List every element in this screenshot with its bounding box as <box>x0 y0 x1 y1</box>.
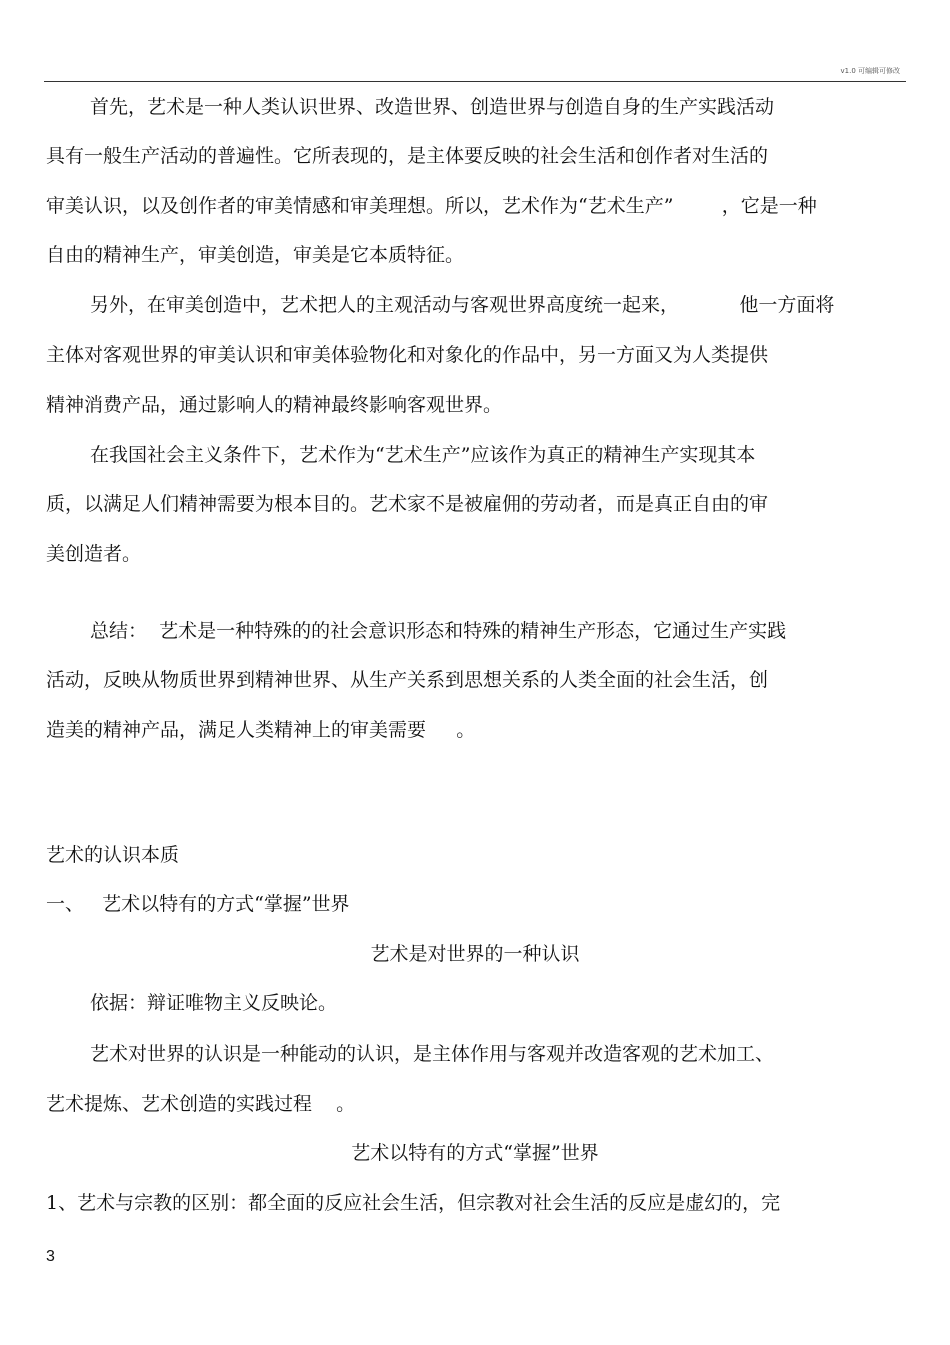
section-heading: 艺术的认识本质 <box>46 844 180 866</box>
text-line: 质，以满足人们精神需要为根本目的。艺术家不是被雇佣的劳动者，而是真正自由的审 <box>46 493 769 515</box>
header-rule <box>44 81 906 82</box>
text-line: 总结： 艺术是一种特殊的的社会意识形态和特殊的精神生产形态，它通过生产实践 <box>90 620 787 642</box>
text-line: 主体对客观世界的审美认识和审美体验物化和对象化的作品中，另一方面又为人类提供 <box>46 344 769 366</box>
centered-heading: 艺术以特有的方式“掌握”世界 <box>351 1142 599 1164</box>
text-line: 自由的精神生产，审美创造，审美是它本质特征。 <box>46 244 465 266</box>
text-line: 具有一般生产活动的普遍性。它所表现的，是主体要反映的社会生活和创作者对生活的 <box>46 145 769 167</box>
text-line: 1、艺术与宗教的区别：都全面的反应社会生活，但宗教对社会生活的反应是虚幻的，完 <box>46 1192 781 1214</box>
page-number: 3 <box>46 1248 55 1265</box>
text-line: 活动，反映从物质世界到精神世界、从生产关系到思想关系的人类全面的社会生活，创 <box>46 669 769 691</box>
version-note: v1.0 可编辑可修改 <box>840 67 900 75</box>
text-line: 美创造者。 <box>46 543 142 565</box>
text-line: 审美认识，以及创作者的审美情感和审美理想。所以，艺术作为“艺术生产” ，它是一种 <box>46 195 817 217</box>
text-line: 首先，艺术是一种人类认识世界、改造世界、创造世界与创造自身的生产实践活动 <box>90 96 775 118</box>
text-line: 精神消费产品，通过影响人的精神最终影响客观世界。 <box>46 394 503 416</box>
text-line: 艺术对世界的认识是一种能动的认识，是主体作用与客观并改造客观的艺术加工、 <box>90 1043 775 1065</box>
text-line: 艺术提炼、艺术创造的实践过程 。 <box>46 1093 356 1115</box>
text-line: 在我国社会主义条件下，艺术作为“艺术生产”应该作为真正的精神生产实现其本 <box>90 444 756 466</box>
text-line: 造美的精神产品，满足人类精神上的审美需要 。 <box>46 719 476 741</box>
text-line: 依据：辩证唯物主义反映论。 <box>90 992 338 1014</box>
centered-heading: 艺术是对世界的一种认识 <box>370 943 580 965</box>
subsection-heading: 一、 艺术以特有的方式“掌握”世界 <box>46 893 350 915</box>
text-line: 另外，在审美创造中，艺术把人的主观活动与客观世界高度统一起来， 他一方面将 <box>90 294 835 316</box>
